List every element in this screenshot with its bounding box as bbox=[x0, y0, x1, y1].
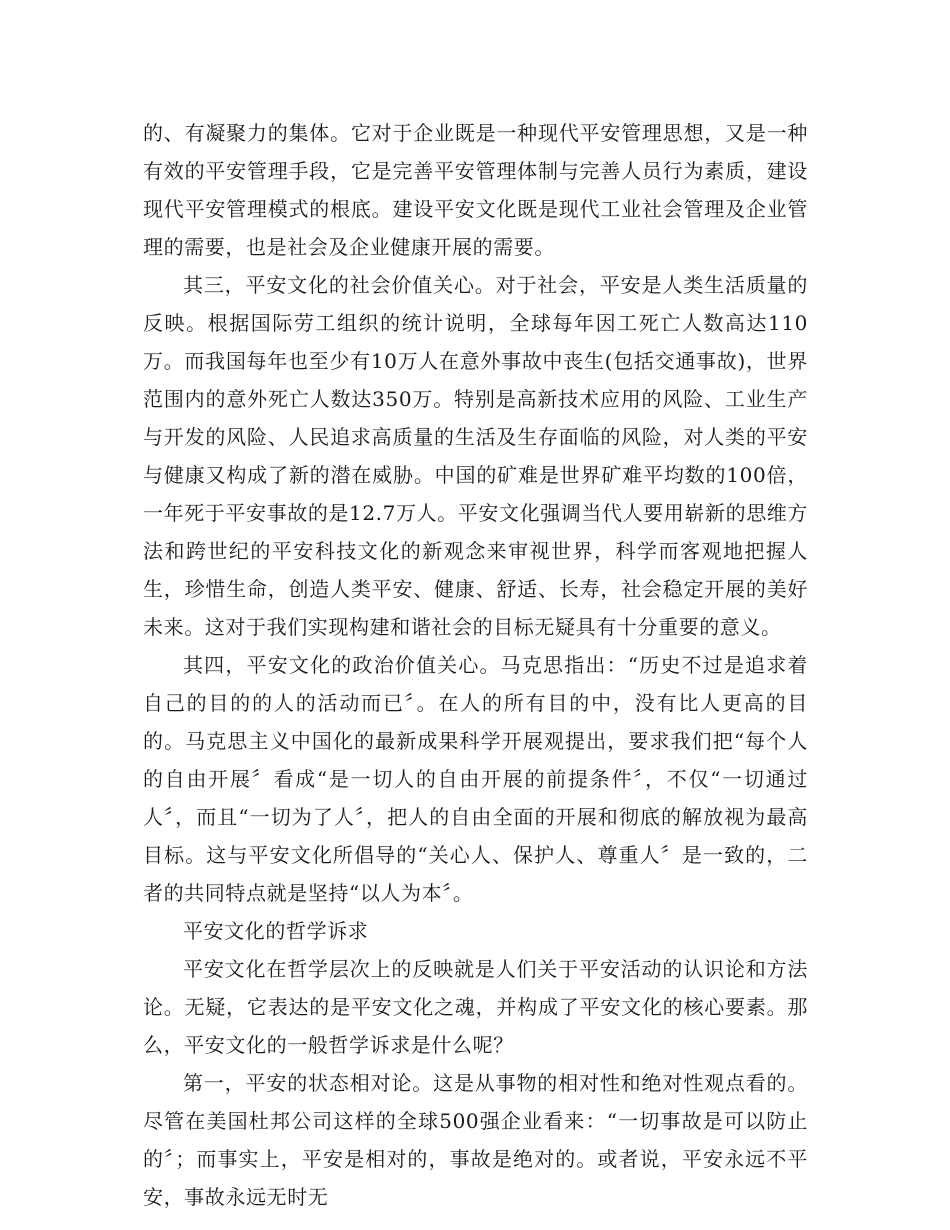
paragraph-political-value: 其四，平安文化的政治价值关心。马克思指出：“历史不过是追求着自己的目的的人的活动而已〞。在人的所有目的中，没有比人更高的目的。马克思主义中国化的最新成果科学开展观提出，要求我们把“每个人的自由开展〞看成“是一切人的自由开展的前提条件〞，不仅“一切通过人〞，而且“一切为了人〞，把人的自由全面的开展和彻底的解放视为最高目标。这与平安文化所倡导的“关心人、保护人、尊重人〞是一致的，二者的共同特点就是坚持“以人为本〞。 bbox=[143, 653, 808, 905]
paragraph-continuation: 的、有凝聚力的集体。它对于企业既是一种现代平安管理思想，又是一种有效的平安管理手段，它是完善平安管理体制与完善人员行为素质，建设现代平安管理模式的根底。建设平安文化既是现代工业社会管理及企业管理的需要，也是社会及企业健康开展的需要。 bbox=[143, 121, 808, 259]
paragraph-social-value: 其三，平安文化的社会价值关心。对于社会，平安是人类生活质量的反映。根据国际劳工组织的统计说明，全球每年因工死亡人数高达110万。而我国每年也至少有10万人在意外事故中丧生(包括交通事故)，世界范围内的意外死亡人数达350万。特别是高新技术应用的风险、工业生产与开发的风险、人民追求高质量的生活及生存面临的风险，对人类的平安与健康又构成了新的潜在威胁。中国的矿难是世界矿难平均数的100倍，一年死于平安事故的是12.7万人。平安文化强调当代人要用崭新的思维方法和跨世纪的平安科技文化的新观念来审视世界，科学而客观地把握人生，珍惜生命，创造人类平安、健康、舒适、长寿，社会稳定开展的美好未来。这对于我们实现构建和谐社会的目标无疑具有十分重要的意义。 bbox=[143, 273, 808, 639]
paragraph-relativity: 第一，平安的状态相对论。这是从事物的相对性和绝对性观点看的。尽管在美国杜邦公司这样的全球500强企业看来：“一切事故是可以防止的〞；而事实上，平安是相对的，事故是绝对的。或者说，平安永远不平安，事故永远无时无 bbox=[143, 1071, 808, 1209]
document-body bbox=[143, 114, 808, 1216]
section-heading-philosophy: 平安文化的哲学诉求 bbox=[183, 919, 369, 943]
paragraph-philosophy-intro: 平安文化在哲学层次上的反映就是人们关于平安活动的认识论和方法论。无疑，它表达的是平安文化之魂，并构成了平安文化的核心要素。那么，平安文化的一般哲学诉求是什么呢？ bbox=[143, 957, 808, 1057]
